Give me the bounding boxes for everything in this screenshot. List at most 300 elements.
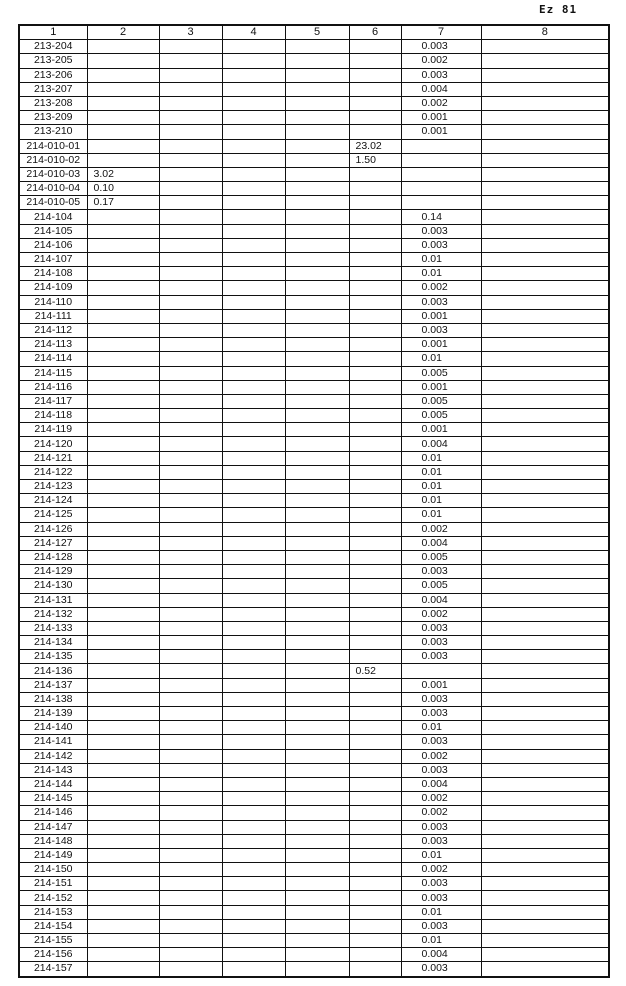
cell-col-4 xyxy=(222,182,285,196)
cell-col-3 xyxy=(159,593,222,607)
cell-col-4 xyxy=(222,352,285,366)
cell-col-3 xyxy=(159,948,222,962)
cell-col-4 xyxy=(222,323,285,337)
row-code-cell: 214-135 xyxy=(19,650,87,664)
page-number-label: Ez 81 xyxy=(539,3,578,16)
row-code-cell: 214-112 xyxy=(19,323,87,337)
table-row xyxy=(19,281,609,295)
row-code-cell: 214-111 xyxy=(19,309,87,323)
cell-col-2 xyxy=(87,877,159,891)
cell-col-4 xyxy=(222,621,285,635)
row-code-cell: 213-209 xyxy=(19,111,87,125)
cell-col-4 xyxy=(222,167,285,181)
table-row xyxy=(19,494,609,508)
table-row xyxy=(19,593,609,607)
cell-col-8 xyxy=(481,962,609,977)
cell-col-5 xyxy=(285,480,349,494)
cell-col-2 xyxy=(87,735,159,749)
row-code-cell: 213-205 xyxy=(19,54,87,68)
cell-col-2 xyxy=(87,863,159,877)
cell-col-3 xyxy=(159,238,222,252)
table-row xyxy=(19,224,609,238)
cell-col-5 xyxy=(285,735,349,749)
row-code-cell: 214-138 xyxy=(19,692,87,706)
row-code-cell: 213-208 xyxy=(19,96,87,110)
cell-col-5 xyxy=(285,650,349,664)
cell-col-3 xyxy=(159,550,222,564)
row-code-cell: 214-010-01 xyxy=(19,139,87,153)
table-row xyxy=(19,309,609,323)
cell-col-5 xyxy=(285,763,349,777)
cell-col-6 xyxy=(349,409,401,423)
cell-col-6 xyxy=(349,735,401,749)
cell-col-2 xyxy=(87,763,159,777)
column-header-1: 1 xyxy=(19,25,87,40)
table-row xyxy=(19,153,609,167)
cell-col-5 xyxy=(285,281,349,295)
cell-col-2 xyxy=(87,366,159,380)
cell-col-3 xyxy=(159,253,222,267)
cell-col-2 xyxy=(87,338,159,352)
row-code-cell: 214-153 xyxy=(19,905,87,919)
cell-col-6 xyxy=(349,650,401,664)
cell-col-8 xyxy=(481,579,609,593)
row-code-cell: 214-156 xyxy=(19,948,87,962)
table-row xyxy=(19,409,609,423)
cell-col-2 xyxy=(87,721,159,735)
cell-col-8 xyxy=(481,40,609,54)
table-row xyxy=(19,352,609,366)
cell-col-5 xyxy=(285,919,349,933)
cell-col-4 xyxy=(222,806,285,820)
cell-col-8 xyxy=(481,238,609,252)
cell-col-3 xyxy=(159,834,222,848)
table-row xyxy=(19,196,609,210)
cell-col-8 xyxy=(481,210,609,224)
row-code-cell: 214-117 xyxy=(19,394,87,408)
cell-col-3 xyxy=(159,437,222,451)
table-row xyxy=(19,522,609,536)
cell-col-8 xyxy=(481,182,609,196)
cell-col-7 xyxy=(401,664,481,678)
cell-col-7: 0.01 xyxy=(401,934,481,948)
cell-col-7: 0.003 xyxy=(401,834,481,848)
cell-col-5 xyxy=(285,111,349,125)
table-row xyxy=(19,323,609,337)
cell-col-5 xyxy=(285,863,349,877)
column-header-5: 5 xyxy=(285,25,349,40)
cell-col-7: 0.01 xyxy=(401,480,481,494)
cell-col-6 xyxy=(349,366,401,380)
cell-col-7: 0.004 xyxy=(401,536,481,550)
row-code-cell: 214-121 xyxy=(19,451,87,465)
cell-col-3 xyxy=(159,196,222,210)
cell-col-5 xyxy=(285,664,349,678)
cell-col-7 xyxy=(401,153,481,167)
cell-col-2 xyxy=(87,139,159,153)
cell-col-8 xyxy=(481,465,609,479)
cell-col-2 xyxy=(87,650,159,664)
cell-col-5 xyxy=(285,394,349,408)
cell-col-2 xyxy=(87,919,159,933)
cell-col-5 xyxy=(285,125,349,139)
cell-col-3 xyxy=(159,820,222,834)
table-row xyxy=(19,848,609,862)
cell-col-2 xyxy=(87,409,159,423)
cell-col-6: 23.02 xyxy=(349,139,401,153)
table-row xyxy=(19,96,609,110)
cell-col-8 xyxy=(481,735,609,749)
row-code-cell: 214-118 xyxy=(19,409,87,423)
cell-col-2 xyxy=(87,153,159,167)
table-row xyxy=(19,735,609,749)
row-code-cell: 214-140 xyxy=(19,721,87,735)
cell-col-7: 0.003 xyxy=(401,692,481,706)
table-row xyxy=(19,423,609,437)
table-row xyxy=(19,111,609,125)
cell-col-7: 0.005 xyxy=(401,394,481,408)
cell-col-8 xyxy=(481,111,609,125)
cell-col-4 xyxy=(222,295,285,309)
cell-col-4 xyxy=(222,409,285,423)
cell-col-4 xyxy=(222,253,285,267)
cell-col-4 xyxy=(222,763,285,777)
table-row xyxy=(19,394,609,408)
cell-col-8 xyxy=(481,82,609,96)
cell-col-3 xyxy=(159,295,222,309)
cell-col-7: 0.005 xyxy=(401,366,481,380)
row-code-cell: 214-104 xyxy=(19,210,87,224)
row-code-cell: 214-107 xyxy=(19,253,87,267)
cell-col-3 xyxy=(159,565,222,579)
cell-col-4 xyxy=(222,309,285,323)
row-code-cell: 213-206 xyxy=(19,68,87,82)
cell-col-2 xyxy=(87,848,159,862)
column-header-2: 2 xyxy=(87,25,159,40)
column-header-7: 7 xyxy=(401,25,481,40)
cell-col-5 xyxy=(285,565,349,579)
cell-col-6 xyxy=(349,451,401,465)
cell-col-5 xyxy=(285,579,349,593)
cell-col-4 xyxy=(222,792,285,806)
table-row xyxy=(19,934,609,948)
row-code-cell: 214-116 xyxy=(19,380,87,394)
cell-col-2 xyxy=(87,451,159,465)
cell-col-6 xyxy=(349,763,401,777)
cell-col-2 xyxy=(87,636,159,650)
row-code-cell: 214-123 xyxy=(19,480,87,494)
cell-col-3 xyxy=(159,96,222,110)
table-row xyxy=(19,54,609,68)
cell-col-7: 0.01 xyxy=(401,905,481,919)
row-code-cell: 214-147 xyxy=(19,820,87,834)
cell-col-2 xyxy=(87,295,159,309)
cell-col-3 xyxy=(159,182,222,196)
cell-col-8 xyxy=(481,125,609,139)
cell-col-5 xyxy=(285,96,349,110)
table-row xyxy=(19,707,609,721)
cell-col-6 xyxy=(349,480,401,494)
cell-col-2 xyxy=(87,394,159,408)
row-code-cell: 214-148 xyxy=(19,834,87,848)
cell-col-8 xyxy=(481,664,609,678)
header-row xyxy=(19,25,609,40)
table-row xyxy=(19,565,609,579)
cell-col-4 xyxy=(222,54,285,68)
row-code-cell: 214-106 xyxy=(19,238,87,252)
cell-col-3 xyxy=(159,664,222,678)
cell-col-8 xyxy=(481,877,609,891)
cell-col-3 xyxy=(159,707,222,721)
cell-col-4 xyxy=(222,919,285,933)
cell-col-6 xyxy=(349,678,401,692)
cell-col-7: 0.001 xyxy=(401,125,481,139)
cell-col-2 xyxy=(87,480,159,494)
table-row xyxy=(19,480,609,494)
cell-col-6 xyxy=(349,962,401,977)
cell-col-8 xyxy=(481,763,609,777)
cell-col-2 xyxy=(87,54,159,68)
cell-col-7: 0.01 xyxy=(401,721,481,735)
cell-col-5 xyxy=(285,777,349,791)
cell-col-7: 0.01 xyxy=(401,848,481,862)
cell-col-8 xyxy=(481,863,609,877)
cell-col-7: 0.003 xyxy=(401,763,481,777)
table-row xyxy=(19,437,609,451)
cell-col-6 xyxy=(349,565,401,579)
cell-col-5 xyxy=(285,877,349,891)
cell-col-3 xyxy=(159,494,222,508)
cell-col-5 xyxy=(285,253,349,267)
cell-col-4 xyxy=(222,139,285,153)
cell-col-8 xyxy=(481,934,609,948)
cell-col-7: 0.002 xyxy=(401,863,481,877)
cell-col-4 xyxy=(222,508,285,522)
cell-col-2 xyxy=(87,607,159,621)
cell-col-7: 0.01 xyxy=(401,465,481,479)
table-row xyxy=(19,792,609,806)
cell-col-7: 0.001 xyxy=(401,309,481,323)
cell-col-3 xyxy=(159,139,222,153)
cell-col-5 xyxy=(285,309,349,323)
cell-col-7: 0.003 xyxy=(401,962,481,977)
cell-col-7: 0.002 xyxy=(401,806,481,820)
cell-col-3 xyxy=(159,366,222,380)
cell-col-2 xyxy=(87,593,159,607)
cell-col-7: 0.01 xyxy=(401,253,481,267)
cell-col-8 xyxy=(481,692,609,706)
cell-col-6 xyxy=(349,167,401,181)
cell-col-5 xyxy=(285,749,349,763)
cell-col-7 xyxy=(401,139,481,153)
cell-col-4 xyxy=(222,480,285,494)
cell-col-4 xyxy=(222,650,285,664)
cell-col-5 xyxy=(285,636,349,650)
cell-col-8 xyxy=(481,267,609,281)
cell-col-5 xyxy=(285,593,349,607)
cell-col-7: 0.003 xyxy=(401,877,481,891)
cell-col-7 xyxy=(401,196,481,210)
cell-col-4 xyxy=(222,820,285,834)
cell-col-5 xyxy=(285,40,349,54)
row-code-cell: 214-120 xyxy=(19,437,87,451)
cell-col-5 xyxy=(285,238,349,252)
cell-col-4 xyxy=(222,267,285,281)
column-header-8: 8 xyxy=(481,25,609,40)
cell-col-6 xyxy=(349,111,401,125)
cell-col-3 xyxy=(159,153,222,167)
cell-col-2 xyxy=(87,111,159,125)
cell-col-2 xyxy=(87,749,159,763)
cell-col-8 xyxy=(481,650,609,664)
cell-col-2 xyxy=(87,238,159,252)
cell-col-2 xyxy=(87,579,159,593)
cell-col-3 xyxy=(159,536,222,550)
cell-col-5 xyxy=(285,962,349,977)
table-row xyxy=(19,508,609,522)
cell-col-4 xyxy=(222,678,285,692)
cell-col-6 xyxy=(349,338,401,352)
cell-col-7: 0.003 xyxy=(401,707,481,721)
cell-col-3 xyxy=(159,451,222,465)
cell-col-5 xyxy=(285,82,349,96)
cell-col-3 xyxy=(159,905,222,919)
cell-col-2 xyxy=(87,82,159,96)
cell-col-2 xyxy=(87,905,159,919)
cell-col-7: 0.003 xyxy=(401,621,481,635)
row-code-cell: 214-146 xyxy=(19,806,87,820)
row-code-cell: 214-010-03 xyxy=(19,167,87,181)
cell-col-8 xyxy=(481,253,609,267)
cell-col-7: 0.001 xyxy=(401,338,481,352)
table-row xyxy=(19,678,609,692)
cell-col-8 xyxy=(481,948,609,962)
cell-col-2 xyxy=(87,267,159,281)
cell-col-6 xyxy=(349,295,401,309)
cell-col-7: 0.002 xyxy=(401,792,481,806)
cell-col-8 xyxy=(481,777,609,791)
cell-col-2 xyxy=(87,536,159,550)
cell-col-8 xyxy=(481,891,609,905)
table-row xyxy=(19,891,609,905)
cell-col-3 xyxy=(159,423,222,437)
cell-col-2 xyxy=(87,522,159,536)
cell-col-5 xyxy=(285,54,349,68)
row-code-cell: 214-134 xyxy=(19,636,87,650)
cell-col-6 xyxy=(349,210,401,224)
cell-col-4 xyxy=(222,948,285,962)
cell-col-5 xyxy=(285,352,349,366)
cell-col-6: 1.50 xyxy=(349,153,401,167)
cell-col-7: 0.004 xyxy=(401,82,481,96)
cell-col-7: 0.002 xyxy=(401,281,481,295)
cell-col-2 xyxy=(87,664,159,678)
cell-col-6: 0.52 xyxy=(349,664,401,678)
cell-col-6 xyxy=(349,352,401,366)
column-header-4: 4 xyxy=(222,25,285,40)
cell-col-7: 0.003 xyxy=(401,295,481,309)
cell-col-4 xyxy=(222,522,285,536)
row-code-cell: 214-139 xyxy=(19,707,87,721)
cell-col-7: 0.005 xyxy=(401,579,481,593)
cell-col-3 xyxy=(159,579,222,593)
table-row xyxy=(19,40,609,54)
cell-col-7: 0.004 xyxy=(401,777,481,791)
cell-col-2 xyxy=(87,309,159,323)
cell-col-8 xyxy=(481,806,609,820)
cell-col-6 xyxy=(349,96,401,110)
cell-col-4 xyxy=(222,735,285,749)
table-row xyxy=(19,267,609,281)
cell-col-5 xyxy=(285,891,349,905)
cell-col-3 xyxy=(159,40,222,54)
cell-col-8 xyxy=(481,394,609,408)
cell-col-5 xyxy=(285,196,349,210)
cell-col-7: 0.003 xyxy=(401,40,481,54)
cell-col-5 xyxy=(285,210,349,224)
cell-col-5 xyxy=(285,820,349,834)
row-code-cell: 213-210 xyxy=(19,125,87,139)
cell-col-3 xyxy=(159,763,222,777)
table-row xyxy=(19,68,609,82)
cell-col-6 xyxy=(349,707,401,721)
row-code-cell: 214-125 xyxy=(19,508,87,522)
cell-col-6 xyxy=(349,394,401,408)
cell-col-4 xyxy=(222,536,285,550)
cell-col-2 xyxy=(87,96,159,110)
cell-col-5 xyxy=(285,465,349,479)
cell-col-6 xyxy=(349,309,401,323)
cell-col-4 xyxy=(222,494,285,508)
cell-col-8 xyxy=(481,494,609,508)
cell-col-3 xyxy=(159,919,222,933)
cell-col-4 xyxy=(222,550,285,564)
cell-col-2 xyxy=(87,678,159,692)
table-row xyxy=(19,863,609,877)
cell-col-6 xyxy=(349,82,401,96)
cell-col-2 xyxy=(87,253,159,267)
cell-col-3 xyxy=(159,962,222,977)
cell-col-3 xyxy=(159,777,222,791)
cell-col-6 xyxy=(349,281,401,295)
table-row xyxy=(19,664,609,678)
cell-col-3 xyxy=(159,380,222,394)
cell-col-8 xyxy=(481,437,609,451)
cell-col-2 xyxy=(87,777,159,791)
row-code-cell: 214-114 xyxy=(19,352,87,366)
table-row xyxy=(19,182,609,196)
cell-col-8 xyxy=(481,707,609,721)
cell-col-3 xyxy=(159,480,222,494)
cell-col-4 xyxy=(222,224,285,238)
cell-col-4 xyxy=(222,636,285,650)
table-row xyxy=(19,877,609,891)
table-row xyxy=(19,919,609,933)
cell-col-6 xyxy=(349,267,401,281)
cell-col-8 xyxy=(481,508,609,522)
cell-col-2 xyxy=(87,806,159,820)
cell-col-3 xyxy=(159,125,222,139)
cell-col-4 xyxy=(222,366,285,380)
cell-col-7: 0.002 xyxy=(401,522,481,536)
cell-col-4 xyxy=(222,437,285,451)
table-row xyxy=(19,380,609,394)
cell-col-5 xyxy=(285,366,349,380)
cell-col-6 xyxy=(349,934,401,948)
row-code-cell: 214-115 xyxy=(19,366,87,380)
cell-col-4 xyxy=(222,579,285,593)
table-row xyxy=(19,749,609,763)
